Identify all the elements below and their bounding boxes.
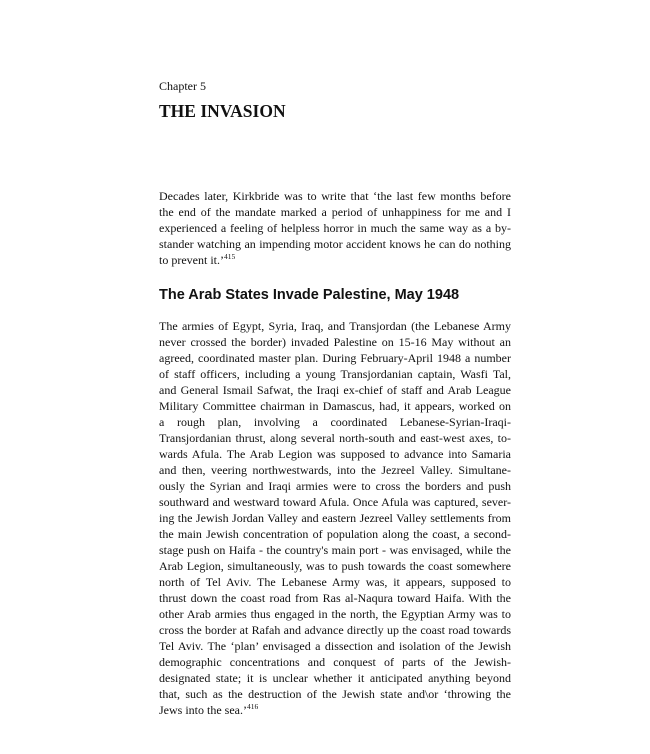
body-line: agreed, coordinated master plan. During February-April 1948 a number — [159, 351, 511, 365]
intro-paragraph — [159, 188, 511, 268]
body-line: demographic concentrations and conquest of parts of the Jewish- — [159, 655, 511, 669]
body-line: ing the Jewish Jordan Valley and eastern Jezreel Valley settlements from — [159, 511, 511, 525]
body-line: Arab Legion, simultaneously, was to push towards the coast somewhere — [159, 559, 511, 573]
body-line: a rough plan, involving a coordinated Lebanese-Syrian-Iraqi- — [159, 415, 511, 429]
body-line: of staff officers, including a young Transjordanian captain, Wasfi Tal, — [159, 367, 511, 381]
body-line: other Arab armies thus engaged in the north, the Egyptian Army was to — [159, 607, 511, 621]
intro-line-last — [159, 252, 511, 268]
body-line-last — [159, 702, 511, 718]
footnote-ref-416: 416 — [246, 702, 259, 711]
intro-last-text: to prevent it.’ — [159, 253, 224, 267]
intro-line: experienced a feeling of helpless horror in much the same way as a by- — [159, 221, 511, 235]
body-line: thrust down the coast road from Ras al-Naqura toward Haifa. With the — [159, 591, 511, 605]
body-line: stage push on Haifa - the country's main port - was envisaged, while the — [159, 543, 511, 557]
body-line: Transjordanian thrust, along several north-south and east-west axes, to- — [159, 431, 511, 445]
body-line: Tel Aviv. The ‘plan’ envisaged a dissection and isolation of the Jewish — [159, 639, 511, 653]
chapter-title: THE INVASION — [159, 101, 286, 121]
body-line: and then, veering northwestwards, into the Jezreel Valley. Simultane- — [159, 463, 511, 477]
body-line: north of Tel Aviv. The Lebanese Army was, it appears, supposed to — [159, 575, 511, 589]
body-line: southward and westward toward Afula. Once Afula was captured, sever- — [159, 495, 511, 509]
intro-line: Decades later, Kirkbride was to write that ‘the last few months before — [159, 189, 511, 203]
body-line: the main Jewish concentration of population along the coast, a second- — [159, 527, 511, 541]
body-line: Military Committee chairman in Damascus, had, it appears, worked on — [159, 399, 511, 413]
body-line: designated state; it is unclear whether it anticipated anything beyond — [159, 671, 511, 685]
body-line: that, such as the destruction of the Jewish state and\or ‘throwing the — [159, 687, 511, 701]
intro-line: stander watching an impending motor accident knows he can do nothing — [159, 237, 511, 251]
body-line: cross the border at Rafah and advance directly up the coast road towards — [159, 623, 511, 637]
body-line: ously the Syrian and Iraqi armies were to cross the borders and push — [159, 479, 511, 493]
chapter-label: Chapter 5 — [159, 79, 206, 93]
body-last-text: Jews into the sea.’ — [159, 703, 247, 717]
body-line: wards Afula. The Arab Legion was supposed to advance into Samaria — [159, 447, 511, 461]
body-line: never crossed the border) invaded Palestine on 15-16 May without an — [159, 335, 511, 349]
intro-line: the end of the mandate marked a period of unhappiness for me and I — [159, 205, 511, 219]
footnote-ref-415: 415 — [223, 252, 236, 261]
body-paragraph — [159, 318, 511, 718]
body-line: and General Ismail Safwat, the Iraqi ex-chief of staff and Arab League — [159, 383, 511, 397]
section-heading: The Arab States Invade Palestine, May 1948 — [159, 287, 460, 303]
body-line: The armies of Egypt, Syria, Iraq, and Transjordan (the Lebanese Army — [159, 319, 511, 333]
